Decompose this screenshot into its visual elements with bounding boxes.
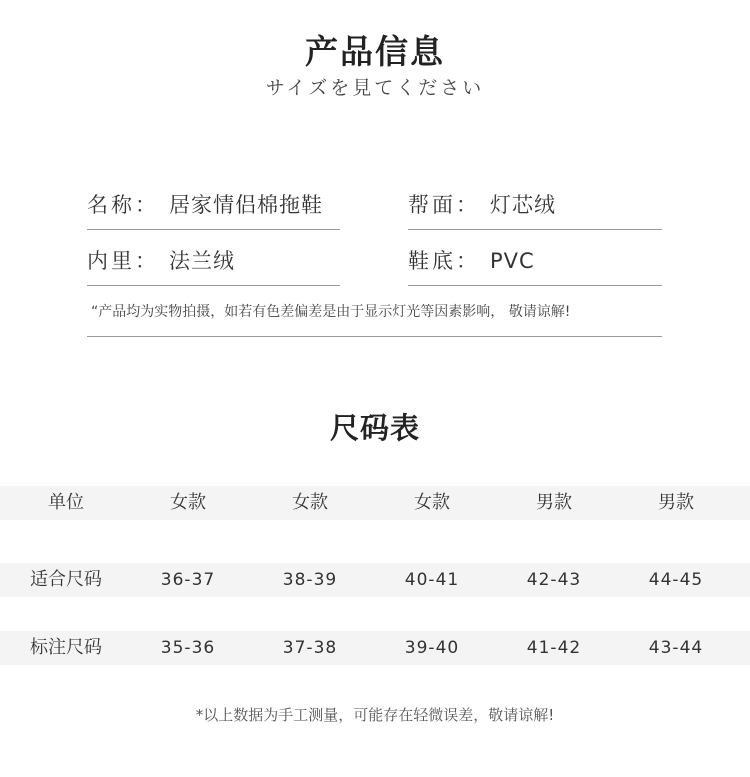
size-header-row <box>0 486 750 520</box>
info-lining-label: 内里： <box>87 249 159 273</box>
info-name-cell <box>87 189 340 230</box>
measurement-footnote: *以上数据为手工测量，可能存在轻微误差，敬请谅解! <box>195 706 555 724</box>
size-row-fit-col-3: 40-41 <box>404 570 460 590</box>
size-row-fit-label: 适合尺码 <box>30 569 102 590</box>
size-row-marked <box>0 631 750 665</box>
info-upper-label: 帮面： <box>408 193 480 217</box>
size-row-fit-col-1: 36-37 <box>160 570 216 590</box>
info-lining-value: 法兰绒 <box>169 249 235 273</box>
size-row-fit-col-2: 38-39 <box>282 570 338 590</box>
size-row-fit-col-4: 42-43 <box>526 570 582 590</box>
info-name-label: 名称： <box>87 193 159 217</box>
size-header-unit: 单位 <box>48 492 84 513</box>
disclaimer-text: “产品均为实物拍摄，如若有色差偏差是由于显示灯光等因素影响， 敬请谅解! <box>91 304 571 320</box>
size-header-col-3: 女款 <box>414 492 450 513</box>
info-sole-cell <box>408 245 662 286</box>
size-row-marked-col-5: 43-44 <box>648 638 704 658</box>
disclaimer-note <box>87 301 662 337</box>
size-row-marked-col-2: 37-38 <box>282 638 338 658</box>
size-header-col-5: 男款 <box>658 492 694 513</box>
size-chart-title: 尺码表 <box>329 411 420 445</box>
info-upper-value: 灯芯绒 <box>490 193 556 217</box>
info-sole-value: PVC <box>490 249 535 273</box>
page-title: 产品信息 <box>305 32 445 71</box>
size-row-marked-col-3: 39-40 <box>404 638 460 658</box>
info-name-value: 居家情侣棉拖鞋 <box>169 193 323 217</box>
size-row-marked-col-1: 35-36 <box>160 638 216 658</box>
info-upper-cell <box>408 189 662 230</box>
info-lining-cell <box>87 245 340 286</box>
page-subtitle: サイズを見てください <box>265 77 485 99</box>
size-header-col-4: 男款 <box>536 492 572 513</box>
size-row-marked-col-4: 41-42 <box>526 638 582 658</box>
size-header-col-2: 女款 <box>292 492 328 513</box>
size-row-fit <box>0 563 750 597</box>
size-header-col-1: 女款 <box>170 492 206 513</box>
size-row-marked-label: 标注尺码 <box>30 637 102 658</box>
info-sole-label: 鞋底： <box>408 249 480 273</box>
size-row-fit-col-5: 44-45 <box>648 570 704 590</box>
